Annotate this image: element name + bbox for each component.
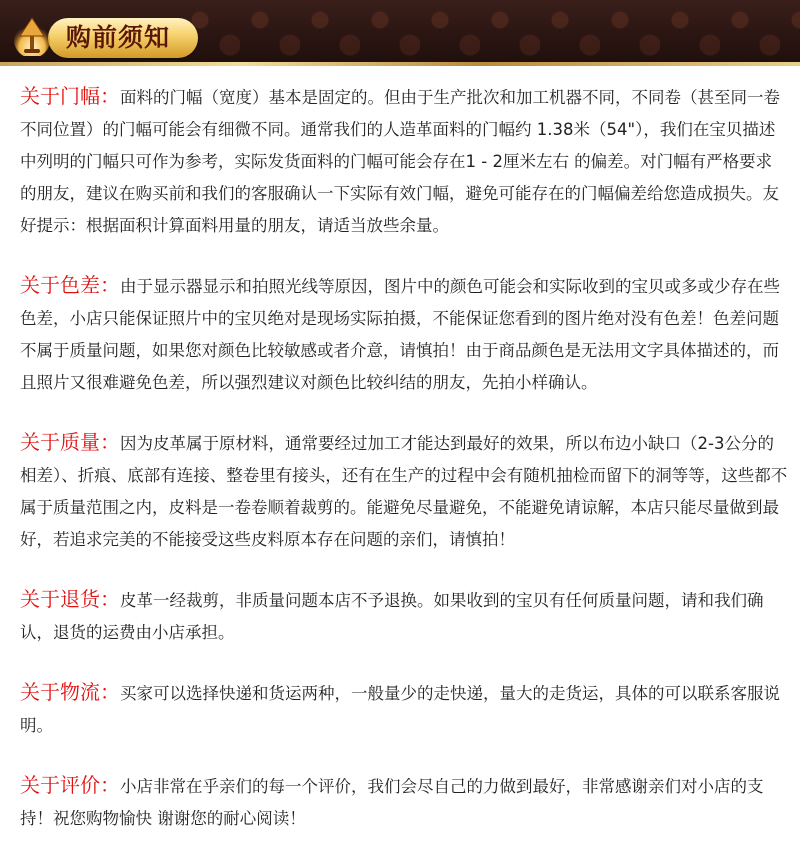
section-text: 皮革一经裁剪，非质量问题本店不予退换。如果收到的宝贝有任何质量问题，请和我们确认，退货的运费由小店承担。: [20, 591, 764, 642]
section-label: 关于色差：: [20, 273, 120, 297]
section-reviews: [20, 769, 788, 835]
section-quality: [20, 426, 788, 556]
section-text: 买家可以选择快递和货运两种，一般量少的走快递，量大的走货运，具体的可以联系客服说明。: [20, 684, 780, 735]
section-text: 面料的门幅（宽度）基本是固定的。但由于生产批次和加工机器不同，不同卷（甚至同一卷不同位置）的门幅可能会有细微不同。通常我们的人造革面料的门幅约 1.38米（54"），我们在宝贝描述中列明的门幅只可作为参考，实际发货面料的门幅可能会存在1 - 2厘米左右 的偏差。对门幅有严格要求的朋友，建议在购买前和我们的客服确认一下实际有效门幅，避免可能存在的门幅偏差给您造成损失。友好提示：根据面积计算面料用量的朋友，请适当放些余量。: [20, 88, 780, 235]
section-label: 关于物流：: [20, 680, 120, 704]
section-logistics: [20, 676, 788, 742]
section-text: 因为皮革属于原材料，通常要经过加工才能达到最好的效果，所以布边小缺口（2-3公分的相差）、折痕、底部有连接、整卷里有接头，还有在生产的过程中会有随机抽检而留下的洞等等，这些都不属于质量范围之内，皮料是一卷卷顺着裁剪的。能避免尽量避免，不能避免请谅解，本店只能尽量做到最好，若追求完美的不能接受这些皮料原本存在问题的亲们，请慎拍！: [20, 434, 788, 549]
page-title: 购前须知: [66, 23, 171, 52]
section-label: 关于质量：: [20, 430, 120, 454]
notice-content: [20, 80, 788, 862]
section-label: 关于门幅：: [20, 84, 120, 108]
section-label: 关于退货：: [20, 587, 120, 611]
header-pattern: [180, 0, 800, 66]
section-color-difference: [20, 269, 788, 399]
lamp-icon: [10, 10, 54, 56]
section-width: [20, 80, 788, 242]
section-returns: [20, 583, 788, 649]
section-label: 关于评价：: [20, 773, 120, 797]
header-banner: [0, 0, 800, 66]
section-text: 由于显示器显示和拍照光线等原因，图片中的颜色可能会和实际收到的宝贝或多或少存在些色差，小店只能保证照片中的宝贝绝对是现场实际拍摄，不能保证您看到的图片绝对没有色差！色差问题不属于质量问题，如果您对颜色比较敏感或者介意，请慎拍！由于商品颜色是无法用文字具体描述的，而且照片又很难避免色差，所以强烈建议对颜色比较纠结的朋友，先拍小样确认。: [20, 277, 780, 392]
section-text: 小店非常在乎亲们的每一个评价，我们会尽自己的力做到最好，非常感谢亲们对小店的支持！祝您购物愉快 谢谢您的耐心阅读！: [20, 777, 764, 828]
header-gold-line: [0, 62, 800, 66]
